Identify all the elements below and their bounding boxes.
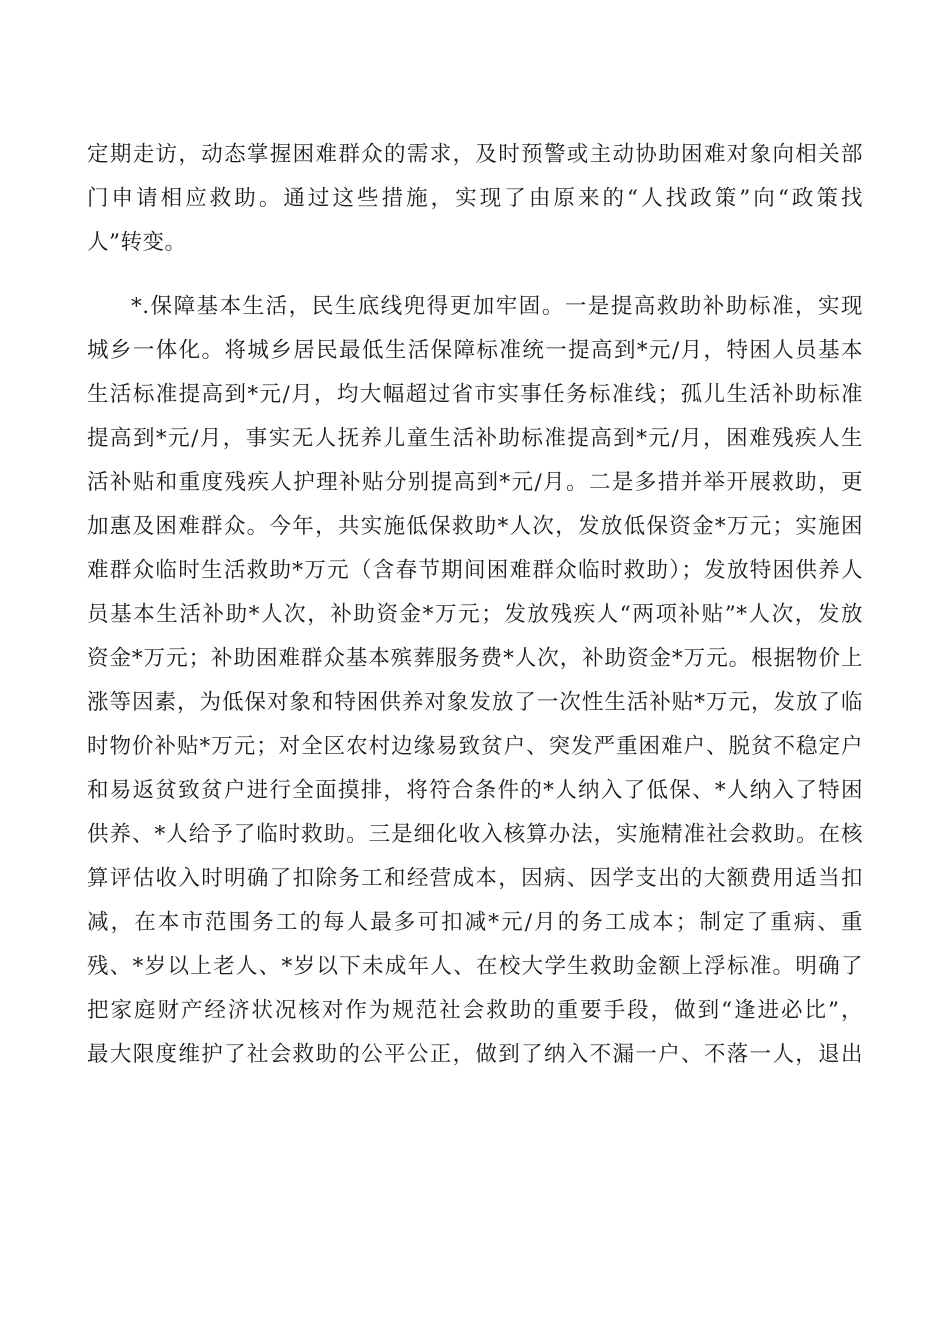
text-line-9: 加惠及困难群众。今年，共实施低保救助*人次，发放低保资金*万元；实施困 <box>87 514 863 539</box>
text-line-8: 活补贴和重度残疾人护理补贴分别提高到*元/月。二是多措并举开展救助，更 <box>87 470 863 495</box>
text-line-4: *.保障基本生活，民生底线兜得更加牢固。一是提高救助补助标准，实现 <box>131 294 863 319</box>
text-line-11: 员基本生活补助*人次，补助资金*万元；发放残疾人“两项补贴”*人次，发放 <box>87 602 863 627</box>
text-line-18: 减，在本市范围务工的每人最多可扣减*元/月的务工成本；制定了重病、重 <box>87 910 863 935</box>
text-line-6: 生活标准提高到*元/月，均大幅超过省市实事任务标准线；孤儿生活补助标准 <box>87 382 863 407</box>
text-line-10: 难群众临时生活救助*万元（含春节期间困难群众临时救助）；发放特困供养人 <box>87 558 863 583</box>
text-line-5: 城乡一体化。将城乡居民最低生活保障标准统一提高到*元/月，特困人员基本 <box>87 338 863 363</box>
text-line-16: 供养、*人给予了临时救助。三是细化收入核算办法，实施精准社会救助。在核 <box>87 822 863 847</box>
text-line-19: 残、*岁以上老人、*岁以下未成年人、在校大学生救助金额上浮标准。明确了 <box>87 954 863 979</box>
text-line-14: 时物价补贴*万元；对全区农村边缘易致贫户、突发严重困难户、脱贫不稳定户 <box>87 734 863 759</box>
text-line-12: 资金*万元；补助困难群众基本殡葬服务费*人次，补助资金*万元。根据物价上 <box>87 646 863 671</box>
text-line-3: 人”转变。 <box>87 230 187 255</box>
text-line-1: 定期走访，动态掌握困难群众的需求，及时预警或主动协助困难对象向相关部 <box>87 142 863 167</box>
text-line-17: 算评估收入时明确了扣除务工和经营成本，因病、因学支出的大额费用适当扣 <box>87 866 863 891</box>
text-line-21: 最大限度维护了社会救助的公平公正，做到了纳入不漏一户、不落一人，退出 <box>87 1042 863 1067</box>
text-line-2: 门申请相应救助。通过这些措施，实现了由原来的“人找政策”向“政策找 <box>87 186 863 211</box>
text-line-13: 涨等因素，为低保对象和特困供养对象发放了一次性生活补贴*万元，发放了临 <box>87 690 863 715</box>
text-line-20: 把家庭财产经济状况核对作为规范社会救助的重要手段，做到“逢进必比”， <box>87 998 863 1023</box>
text-line-15: 和易返贫致贫户进行全面摸排，将符合条件的*人纳入了低保、*人纳入了特困 <box>87 778 863 803</box>
text-line-7: 提高到*元/月，事实无人抚养儿童生活补助标准提高到*元/月，困难残疾人生 <box>87 426 863 451</box>
